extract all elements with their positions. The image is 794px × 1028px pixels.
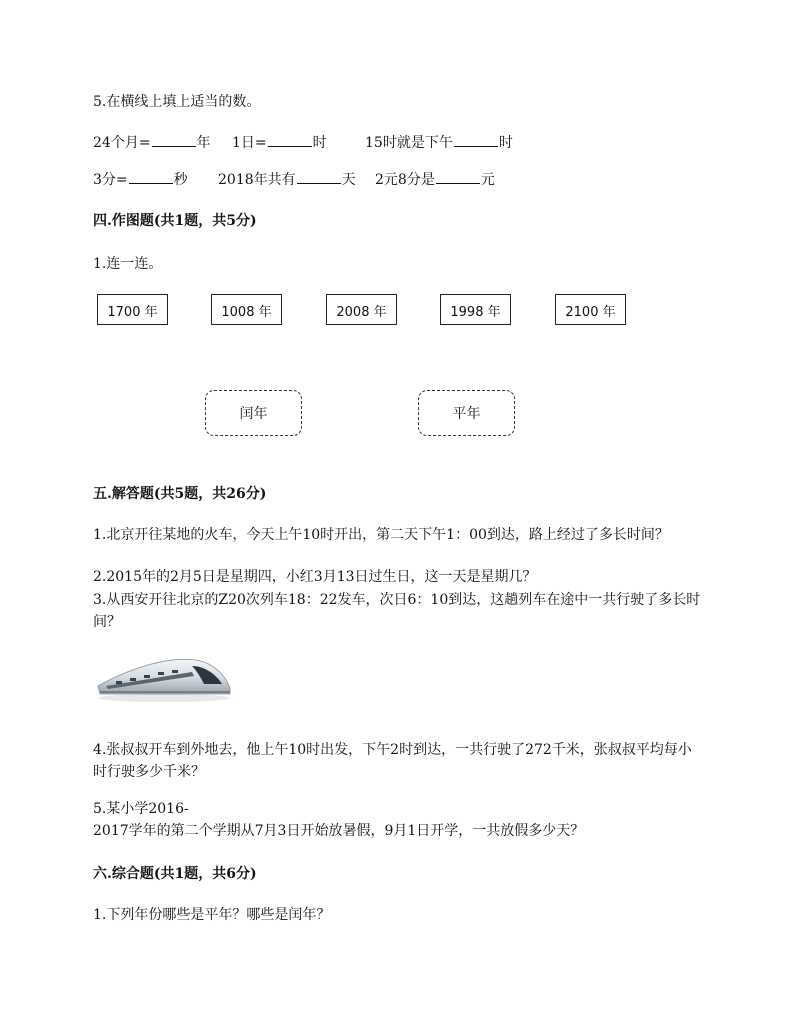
- year-box-2008[interactable]: [326, 294, 397, 325]
- unit: 时: [498, 135, 513, 151]
- section4-heading: 四.作图题(共1题，共5分): [93, 213, 257, 229]
- section6-q1: 1.下列年份哪些是平年？哪些是闰年？: [93, 907, 331, 923]
- answer-blank[interactable]: [129, 169, 173, 184]
- label: 2元8分是: [375, 172, 435, 188]
- year-label: 1008 年: [221, 305, 272, 320]
- train-image: [96, 648, 232, 706]
- category-box-leap-year[interactable]: [205, 390, 302, 436]
- label: 15时就是下午: [365, 135, 453, 151]
- year-box-1008[interactable]: [211, 294, 282, 325]
- answer-blank[interactable]: [268, 132, 312, 147]
- q5-item-days: [218, 169, 356, 190]
- unit: 元: [480, 172, 495, 188]
- section5-q5-line1: 5.某小学2016-: [93, 801, 189, 817]
- q5-item-minutes: [93, 169, 188, 190]
- unit: 年: [196, 135, 211, 151]
- year-label: 2008 年: [336, 305, 387, 320]
- unit: 天: [341, 172, 356, 188]
- section4-q1-title: 1.连一连。: [93, 256, 163, 272]
- category-label: 闰年: [239, 406, 268, 422]
- label: 2018年共有: [218, 172, 296, 188]
- section5-heading: 五.解答题(共5题，共26分): [93, 486, 267, 502]
- unit: 时: [312, 135, 327, 151]
- section5-q2: 2.2015年的2月5日是星期四，小红3月13日过生日，这一天是星期几？: [93, 569, 537, 585]
- category-box-common-year[interactable]: [418, 390, 515, 436]
- section5-q5: [93, 798, 703, 842]
- q5-item-months: [93, 132, 211, 153]
- year-box-1998[interactable]: [440, 294, 511, 325]
- year-label: 1700 年: [107, 305, 158, 320]
- year-box-2100[interactable]: [555, 294, 626, 325]
- q5-item-hour: [365, 132, 513, 153]
- answer-blank[interactable]: [454, 132, 498, 147]
- year-box-1700[interactable]: [97, 294, 168, 325]
- answer-blank[interactable]: [152, 132, 196, 147]
- answer-blank[interactable]: [297, 169, 341, 184]
- q5-title: 5.在横线上填上适当的数。: [93, 94, 261, 110]
- label: 24个月=: [93, 135, 151, 151]
- category-label: 平年: [452, 406, 481, 422]
- section5-q3: 3.从西安开往北京的Z20次列车18：22发车，次日6：10到达，这趟列车在途中一共行驶了多长时间？: [93, 592, 701, 630]
- label: 1日=: [232, 135, 267, 151]
- unit: 秒: [173, 172, 188, 188]
- section5-q5-line2: 2017学年的第二个学期从7月3日开始放暑假，9月1日开学，一共放假多少天？: [93, 823, 585, 839]
- year-label: 1998 年: [450, 305, 501, 320]
- q5-item-day: [232, 132, 327, 153]
- q5-item-yuan: [375, 169, 495, 190]
- answer-blank[interactable]: [436, 169, 480, 184]
- label: 3分=: [93, 172, 128, 188]
- section5-q4: 4.张叔叔开车到外地去，他上午10时出发，下午2时到达，一共行驶了272千米，张叔叔平均每小时行驶多少千米？: [93, 742, 692, 780]
- section6-heading: 六.综合题(共1题，共6分): [93, 866, 257, 882]
- section5-q1: 1.北京开往某地的火车，今天上午10时开出，第二天下午1：00到达，路上经过了多长时间？: [93, 527, 669, 543]
- year-label: 2100 年: [565, 305, 616, 320]
